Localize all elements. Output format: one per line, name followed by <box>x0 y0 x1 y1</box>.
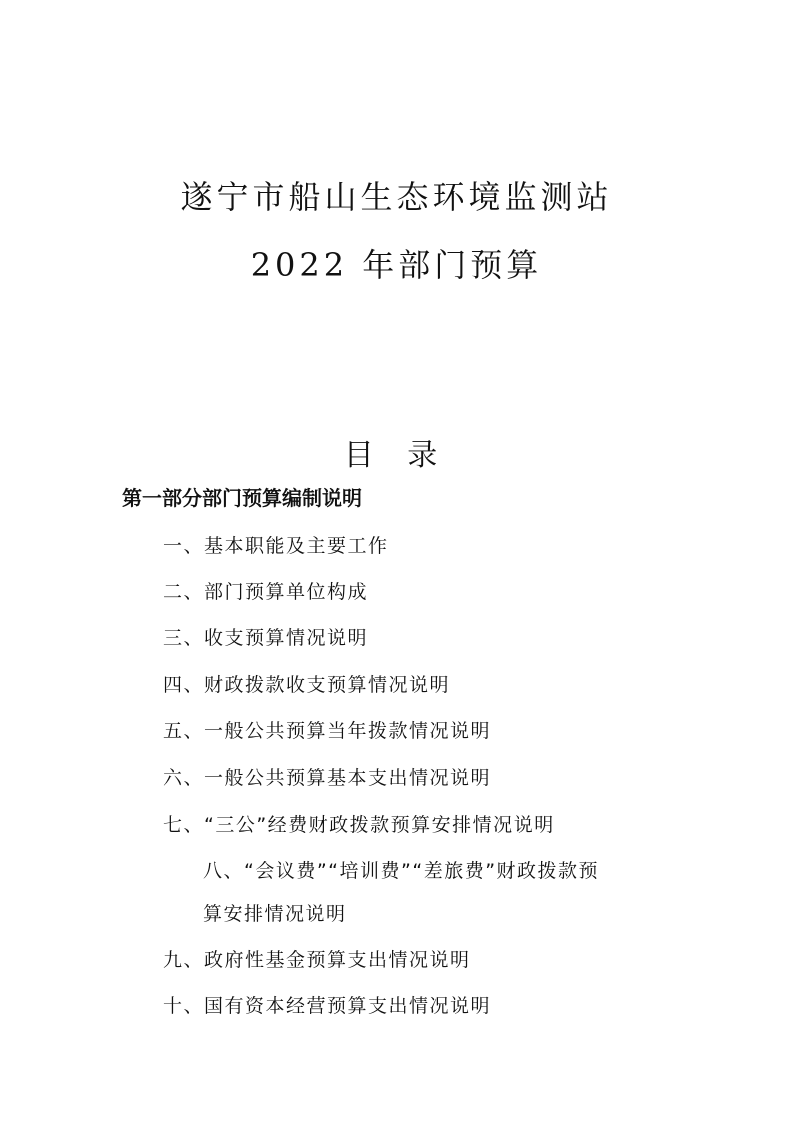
toc-item-10: 十、国有资本经营预算支出情况说明 <box>163 995 492 1017</box>
toc-item-7: 七、“三公”经费财政拨款预算安排情况说明 <box>163 814 555 836</box>
toc-item-1: 一、基本职能及主要工作 <box>163 535 389 557</box>
toc-item-5: 五、一般公共预算当年拨款情况说明 <box>163 720 492 742</box>
toc-heading: 目 录 <box>343 438 450 473</box>
toc-item-4: 四、财政拨款收支预算情况说明 <box>163 674 451 696</box>
toc-part1-title: 第一部分部门预算编制说明 <box>122 486 362 510</box>
toc-item-6: 六、一般公共预算基本支出情况说明 <box>163 767 492 789</box>
document-title: 遂宁市船山生态环境监测站 <box>180 178 613 216</box>
toc-item-9: 九、政府性基金预算支出情况说明 <box>163 949 471 971</box>
toc-item-8: 八、“会议费”“培训费”“差旅费”财政拨款预 <box>203 860 600 882</box>
toc-item-3: 三、收支预算情况说明 <box>163 627 369 649</box>
document-subtitle: 2022 年部门预算 <box>250 246 543 284</box>
toc-item-2: 二、部门预算单位构成 <box>163 581 369 603</box>
toc-item-8-continuation: 算安排情况说明 <box>203 903 347 925</box>
